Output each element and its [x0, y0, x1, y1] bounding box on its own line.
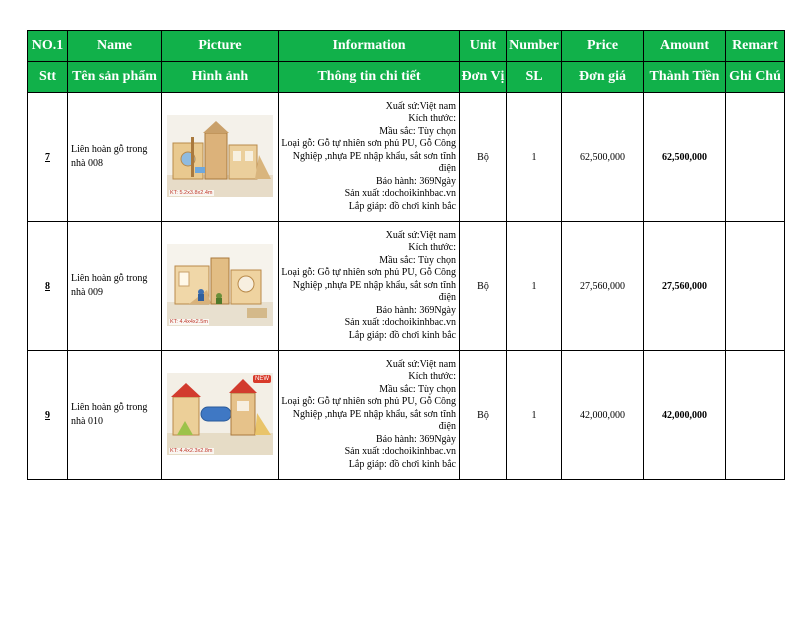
product-unit: Bộ — [460, 351, 507, 480]
header-information: Information — [279, 31, 460, 62]
info-material: Loại gỗ: Gỗ tự nhiên sơn phủ PU, Gỗ Công Nghiệp ,nhựa PE nhập khẩu, sắt sơn tĩnh điện — [281, 396, 456, 433]
header-ghi-chu: Ghi Chú — [726, 62, 785, 93]
product-image — [167, 244, 273, 326]
header-remark: Remart — [726, 31, 785, 62]
header-number: Number — [507, 31, 562, 62]
info-install: Lắp giáp: đồ chơi kinh bắc — [348, 458, 456, 470]
header-unit: Unit — [460, 31, 507, 62]
product-remark — [726, 351, 785, 480]
row-stt: 8 — [28, 222, 68, 351]
product-amount: 42,000,000 — [644, 351, 726, 480]
header-stt: Stt — [28, 62, 68, 93]
image-size-caption: KT: 4.4x2.3x2.8m — [170, 447, 213, 454]
info-origin: Xuất sứ:Việt nam — [385, 358, 456, 370]
header-amount: Amount — [644, 31, 726, 62]
new-badge: NEW — [255, 375, 269, 382]
header-thanh-tien: Thành Tiền — [644, 62, 726, 93]
product-info — [279, 222, 460, 351]
product-unit: Bộ — [460, 93, 507, 222]
product-remark — [726, 93, 785, 222]
info-producer: Sản xuất :dochoikinhbac.vn — [344, 317, 456, 329]
table-row — [28, 222, 785, 351]
header-don-gia: Đơn giá — [562, 62, 644, 93]
header-price: Price — [562, 31, 644, 62]
header-don-vi: Đơn Vị — [460, 62, 507, 93]
header-no: NO.1 — [28, 31, 68, 62]
header-sl: SL — [507, 62, 562, 93]
info-install: Lắp giáp: đồ chơi kinh bắc — [348, 200, 456, 212]
row-stt: 9 — [28, 351, 68, 480]
product-info — [279, 351, 460, 480]
info-warranty: Bảo hành: 369Ngày — [376, 433, 456, 445]
row-stt: 7 — [28, 93, 68, 222]
header-name: Name — [68, 31, 162, 62]
header-thong-tin: Thông tin chi tiết — [279, 62, 460, 93]
info-material: Loại gỗ: Gỗ tự nhiên sơn phủ PU, Gỗ Công Nghiệp ,nhựa PE nhập khẩu, sắt sơn tĩnh điện — [281, 267, 456, 304]
info-size: Kích thước: — [408, 371, 456, 383]
info-origin: Xuất sứ:Việt nam — [385, 100, 456, 112]
image-size-caption: KT: 4.4x4x2.5m — [170, 318, 208, 325]
info-size: Kích thước: — [408, 242, 456, 254]
product-picture-cell — [162, 222, 279, 351]
info-material: Loại gỗ: Gỗ tự nhiên sơn phủ PU, Gỗ Công Nghiệp ,nhựa PE nhập khẩu, sắt sơn tĩnh điện — [281, 138, 456, 175]
header-picture: Picture — [162, 31, 279, 62]
info-color: Mầu sắc: Tùy chọn — [379, 383, 456, 395]
info-install: Lắp giáp: đồ chơi kinh bắc — [348, 329, 456, 341]
product-remark — [726, 222, 785, 351]
header-row-vi — [28, 62, 785, 93]
info-size: Kích thước: — [408, 113, 456, 125]
product-quote-table — [27, 30, 785, 480]
info-origin: Xuất sứ:Việt nam — [385, 229, 456, 241]
product-picture-cell — [162, 93, 279, 222]
header-ten-san-pham: Tên sản phẩm — [68, 62, 162, 93]
product-amount: 27,560,000 — [644, 222, 726, 351]
product-qty: 1 — [507, 222, 562, 351]
table-row — [28, 351, 785, 480]
product-price: 27,560,000 — [562, 222, 644, 351]
product-qty: 1 — [507, 93, 562, 222]
product-amount: 62,500,000 — [644, 93, 726, 222]
product-price: 42,000,000 — [562, 351, 644, 480]
table-row — [28, 93, 785, 222]
product-image — [167, 373, 273, 455]
product-name: Liên hoàn gỗ trong nhà 010 — [68, 351, 162, 480]
info-warranty: Bảo hành: 369Ngày — [376, 304, 456, 316]
product-unit: Bộ — [460, 222, 507, 351]
product-picture-cell — [162, 351, 279, 480]
info-color: Mầu sắc: Tùy chọn — [379, 125, 456, 137]
product-name: Liên hoàn gỗ trong nhà 009 — [68, 222, 162, 351]
info-producer: Sản xuất :dochoikinhbac.vn — [344, 188, 456, 200]
product-name: Liên hoàn gỗ trong nhà 008 — [68, 93, 162, 222]
info-producer: Sản xuất :dochoikinhbac.vn — [344, 446, 456, 458]
product-price: 62,500,000 — [562, 93, 644, 222]
product-info — [279, 93, 460, 222]
header-hinh-anh: Hình ảnh — [162, 62, 279, 93]
info-warranty: Bảo hành: 369Ngày — [376, 175, 456, 187]
header-row-en — [28, 31, 785, 62]
info-color: Mầu sắc: Tùy chọn — [379, 254, 456, 266]
product-qty: 1 — [507, 351, 562, 480]
image-size-caption: KT: 5.2x3.8x2.4m — [170, 189, 213, 196]
product-image — [167, 115, 273, 197]
